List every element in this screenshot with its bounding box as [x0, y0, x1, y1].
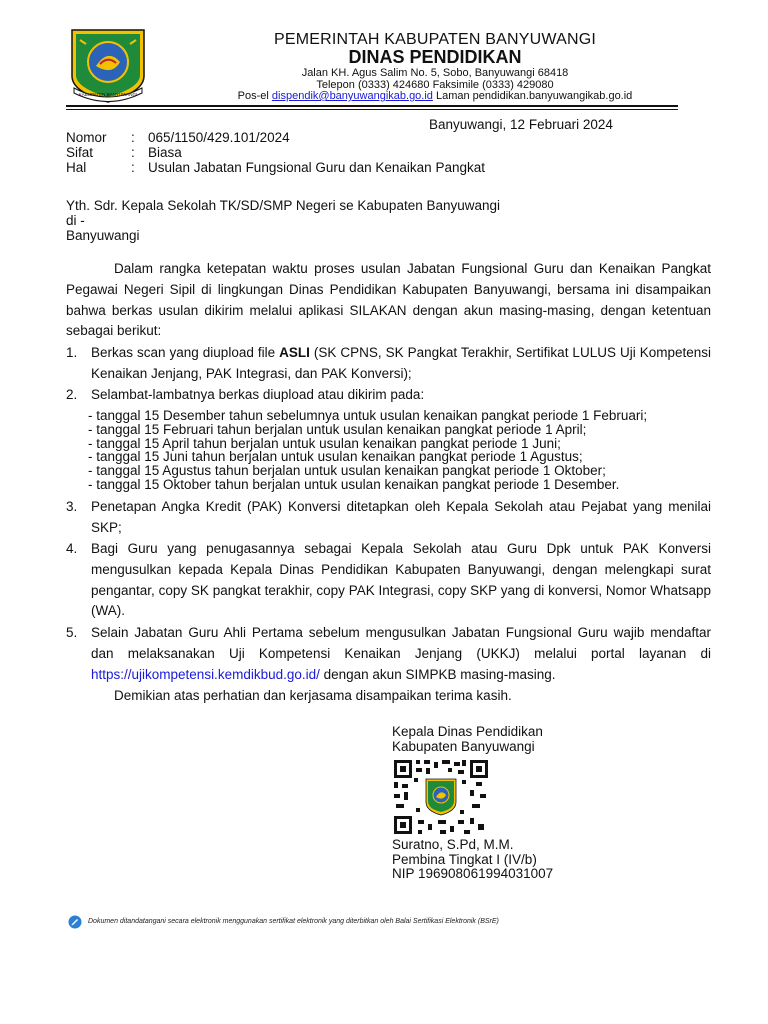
- esign-disclaimer: Dokumen ditandatangani secara elektronik menggunakan sertifikat elektronik yang diterbitkan oleh Balai Sertifikasi Elektronik (BSrE): [88, 918, 499, 925]
- deadline-item: - tanggal 15 Agustus tahun berjalan untuk usulan kenaikan pangkat periode 1 Oktober;: [88, 463, 606, 479]
- item-3-text: Penetapan Angka Kredit (PAK) Konversi ditetapkan oleh Kepala Sekolah atau Pejabat yang menilai SKP;: [91, 499, 711, 535]
- portal-link[interactable]: https://ujikompetensi.kemdikbud.go.id/: [91, 666, 320, 682]
- letter-date: Banyuwangi, 12 Februari 2024: [429, 117, 613, 132]
- government-name: PEMERINTAH KABUPATEN BANYUWANGI: [273, 31, 597, 48]
- regency-logo: [66, 26, 150, 104]
- website-label: Laman pendidikan.banyuwangikab.go.id: [435, 90, 633, 102]
- deadline-item: - tanggal 15 Oktober tahun berjalan untuk usulan kenaikan pangkat periode 1 Desember.: [88, 476, 620, 492]
- letterhead-rule: [66, 105, 678, 107]
- item-2-text: Selambat-lambatnya berkas diupload atau dikirim pada:: [91, 387, 425, 402]
- agency-address: Jalan KH. Agus Salim No. 5, Sobo, Banyuwangi 68418: [301, 67, 569, 79]
- signature-qr-code: [392, 758, 490, 836]
- meta-colon: :: [131, 160, 135, 175]
- deadline-item: - tanggal 15 Februari tahun berjalan untuk usulan kenaikan pangkat periode 1 April;: [88, 421, 587, 437]
- item-number: 1.: [66, 345, 78, 360]
- deadline-list: [88, 409, 718, 492]
- item-number: 3.: [66, 499, 78, 514]
- intro-paragraph: Dalam rangka ketepatan waktu proses usulan Jabatan Fungsional Guru dan Kenaikan Pangkat Pegawai Negeri Sipil di lingkungan Dinas Pendidikan Kabupaten Banyuwangi, bersama ini disampaikan bahwa berkas usulan dikirim melalui aplikasi SILAKAN dengan akun masing-masing, dengan ketentuan sebagai berikut:: [66, 261, 711, 339]
- recipient-line: Yth. Sdr. Kepala Sekolah TK/SD/SMP Negeri se Kabupaten Banyuwangi: [66, 198, 501, 213]
- deadline-item: - tanggal 15 Desember tahun sebelumnya untuk usulan kenaikan pangkat periode 1 Februari;: [88, 408, 648, 423]
- email-link[interactable]: dispendik@banyuwangikab.go.id: [271, 90, 433, 102]
- svg-text:KABUPATEN BANYUWANGI: KABUPATEN BANYUWANGI: [78, 92, 138, 97]
- closing-sentence: Demikian atas perhatian dan kerjasama disampaikan terima kasih.: [114, 688, 512, 703]
- meta-label-nomor: Nomor: [66, 130, 107, 145]
- recipient-city: Banyuwangi: [66, 228, 140, 243]
- deadline-item: - tanggal 15 April tahun berjalan untuk usulan kenaikan pangkat periode 1 Juni;: [88, 435, 561, 451]
- email-label: Pos-el: [237, 90, 269, 102]
- item-5-text: Selain Jabatan Guru Ahli Pertama sebelum mengusulkan Jabatan Fungsional Guru wajib mendaftar dan melaksanakan Uji Kompetensi Kenaikan Jenjang (UKKJ) melalui portal layanan di https://ujikompetensi.kemdikbud.go.id/ dengan akun SIMPKB masing-masing.: [91, 625, 711, 682]
- signer-title: Kepala Dinas Pendidikan: [392, 724, 543, 739]
- meta-label-sifat: Sifat: [66, 145, 94, 160]
- item-number: 2.: [66, 387, 78, 402]
- signer-name: Suratno, S.Pd, M.M.: [392, 837, 514, 852]
- meta-value-sifat: Biasa: [148, 145, 182, 160]
- agency-contact: [150, 90, 720, 102]
- agency-phone: Telepon (0333) 424680 Faksimile (0333) 429080: [316, 79, 554, 91]
- agency-name: DINAS PENDIDIKAN: [348, 47, 522, 67]
- recipient-di: di -: [66, 213, 85, 228]
- bsre-seal-icon: [68, 915, 82, 929]
- meta-value-nomor: 065/1150/429.101/2024: [148, 130, 290, 145]
- item-number: 4.: [66, 541, 78, 556]
- item-number: 5.: [66, 625, 78, 640]
- meta-label-hal: Hal: [66, 160, 87, 175]
- meta-colon: :: [131, 145, 135, 160]
- item-1-text: Berkas scan yang diupload file ASLI (SK CPNS, SK Pangkat Terakhir, Sertifikat LULUS Uji Kompetensi Kenaikan Jenjang, PAK Integrasi, dan PAK Konversi);: [91, 345, 711, 381]
- signer-region: Kabupaten Banyuwangi: [392, 739, 535, 754]
- deadline-item: - tanggal 15 Juni tahun berjalan untuk usulan kenaikan pangkat periode 1 Agustus;: [88, 449, 583, 465]
- letterhead-rule-thin: [66, 109, 678, 110]
- item-4-text: Bagi Guru yang penugasannya sebagai Kepala Sekolah atau Guru Dpk untuk PAK Konversi mengusulkan kepada Kepala Dinas Pendidikan Kabupaten Banyuwangi, dengan melengkapi surat pengantar, copy SK pangkat terakhir, copy PAK Integrasi, copy SKP yang di konversi, Nomor Whatsapp (WA).: [91, 541, 711, 619]
- signer-nip: NIP 196908061994031007: [392, 866, 554, 881]
- meta-value-hal: Usulan Jabatan Fungsional Guru dan Kenaikan Pangkat: [148, 160, 485, 175]
- meta-colon: :: [131, 130, 135, 145]
- signer-rank: Pembina Tingkat I (IV/b): [392, 852, 537, 867]
